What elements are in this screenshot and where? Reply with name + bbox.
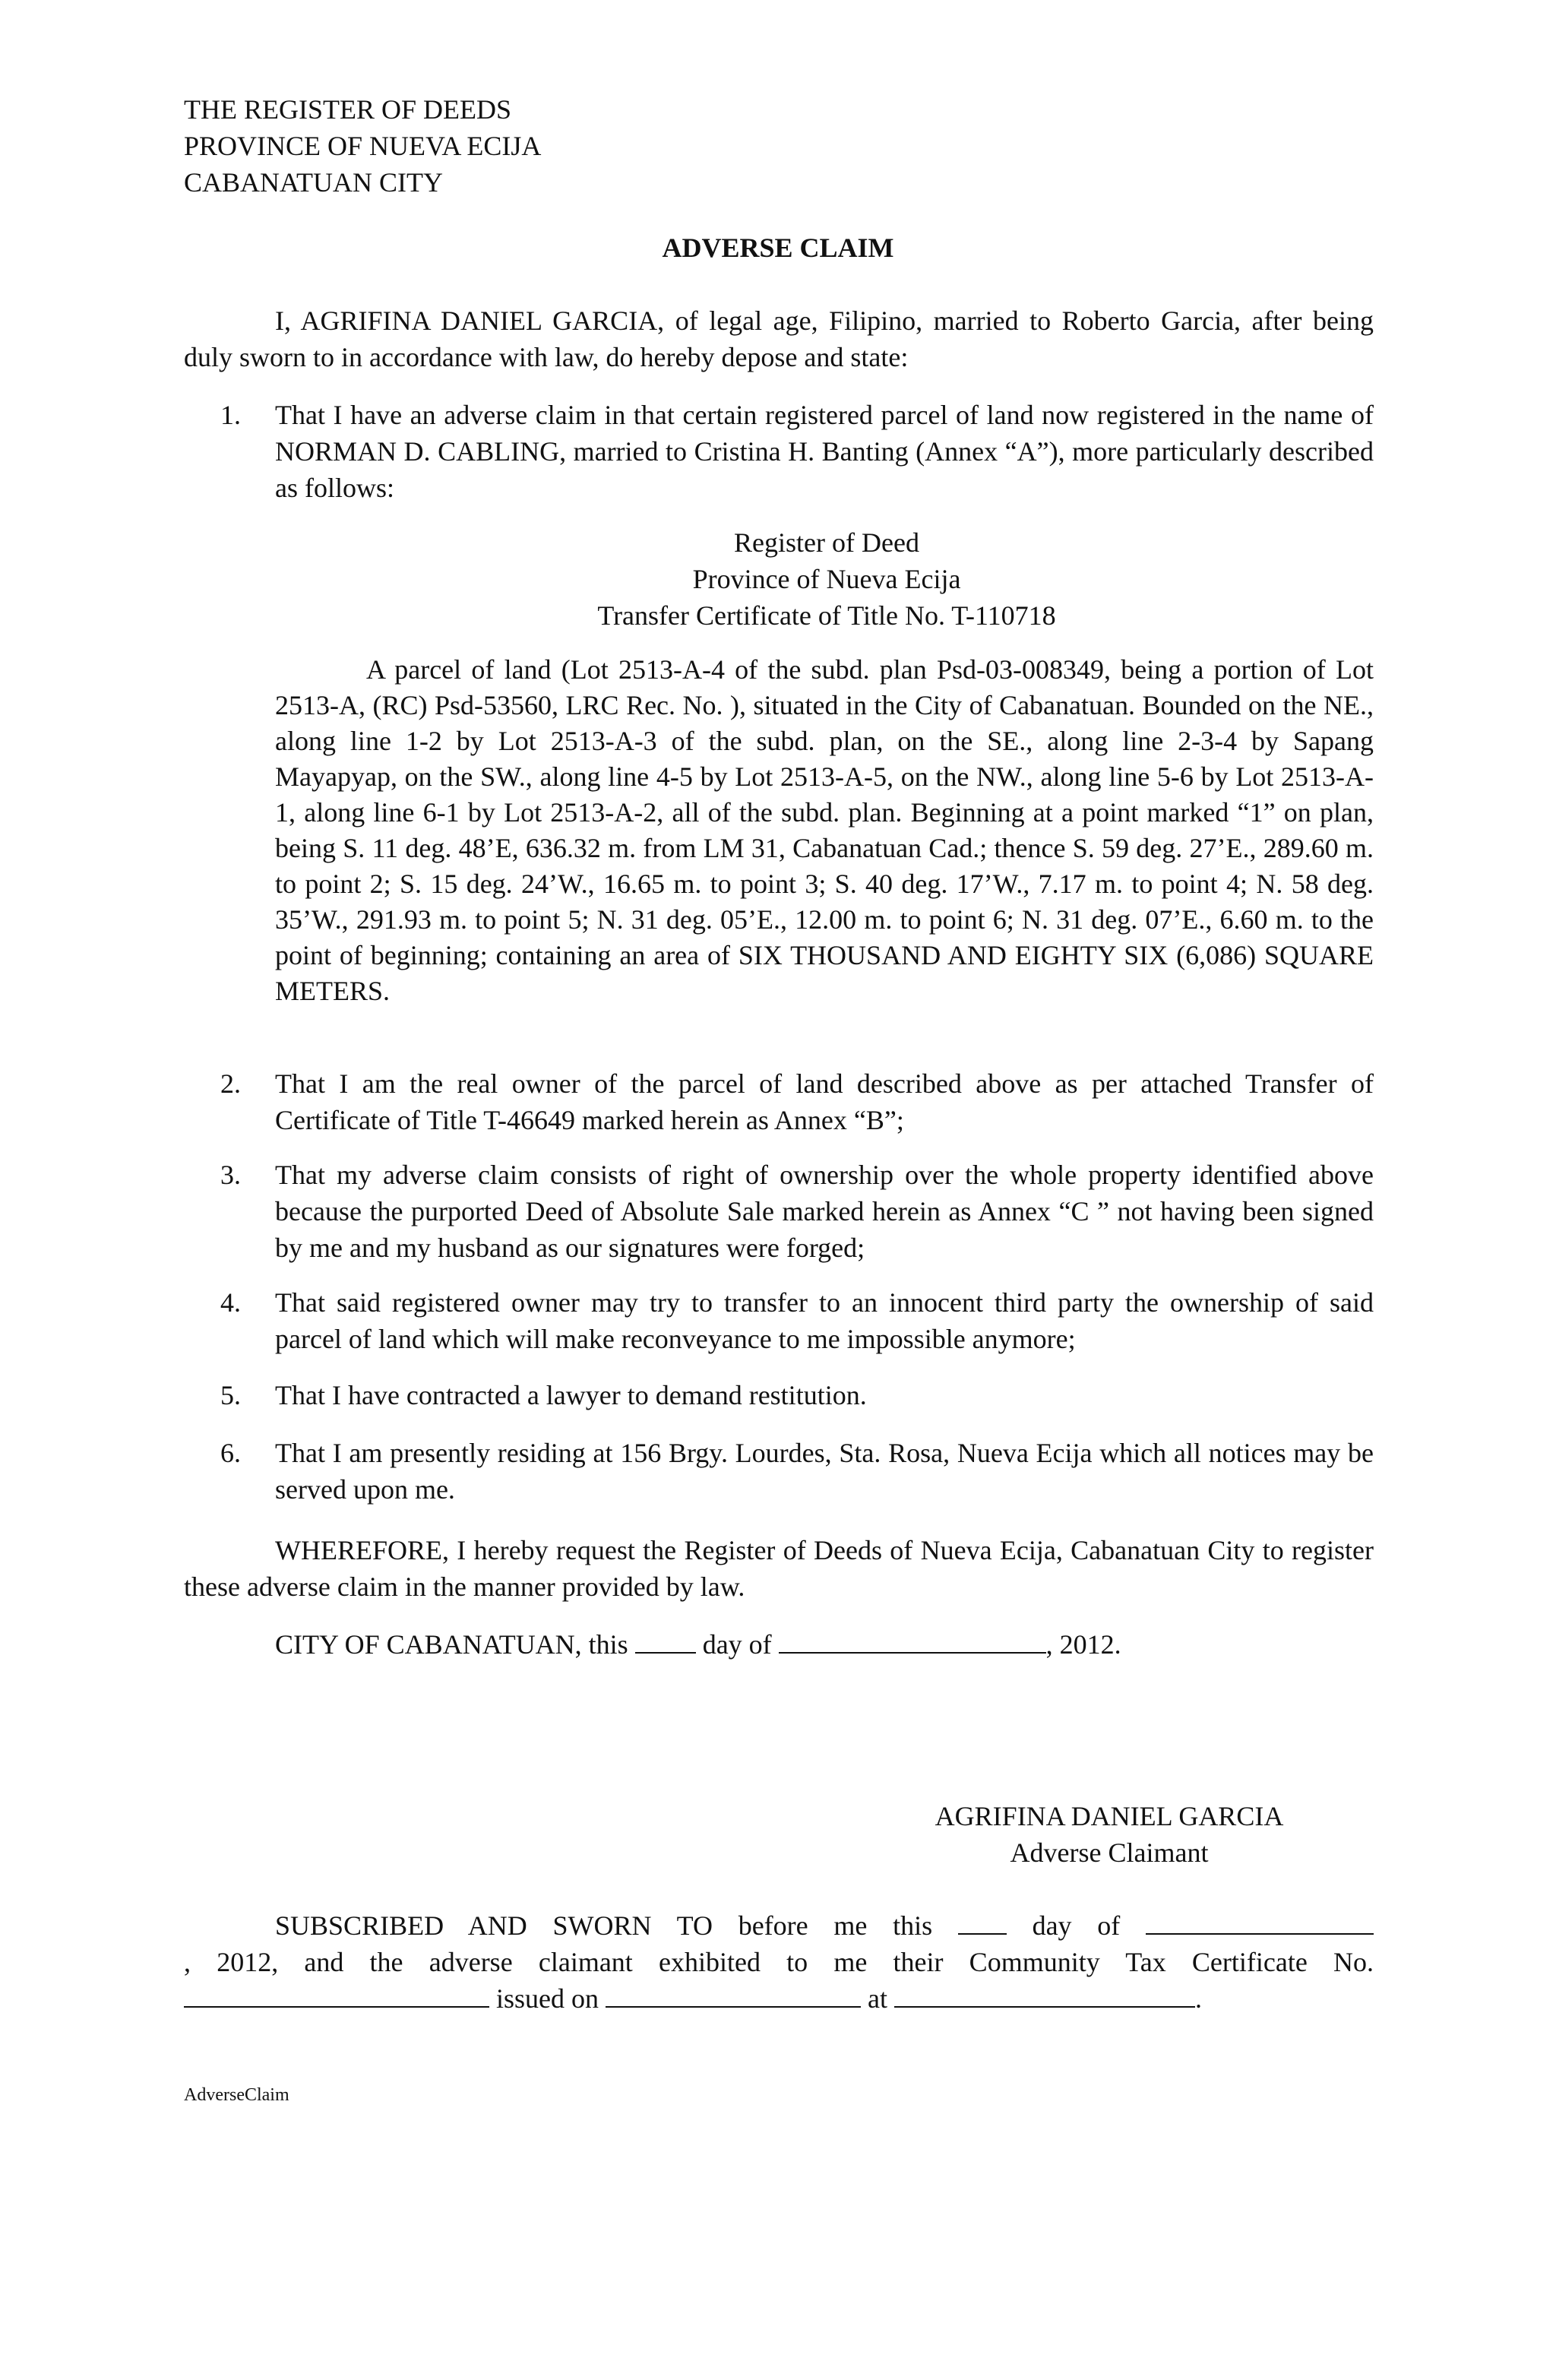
- issued-at-blank[interactable]: [894, 1983, 1195, 2008]
- item-number: 1.: [220, 400, 241, 430]
- addressee-block: [184, 91, 541, 201]
- item-number: 2.: [220, 1068, 241, 1099]
- dateline-suffix: , 2012.: [1045, 1629, 1121, 1660]
- claimant-role: Adverse Claimant: [1010, 1837, 1209, 1868]
- numbered-item-1: [220, 397, 1374, 506]
- dateline-prefix: CITY OF CABANATUAN, this: [275, 1629, 628, 1660]
- title-reference-line-3: Transfer Certificate of Title No. T-110718: [597, 600, 1056, 631]
- jurat-part-3: , 2012, and the adverse claimant exhibited to me their Community Tax Certificate No.: [184, 1947, 1374, 1977]
- signature-block: [851, 1798, 1368, 1871]
- jurat-part-6: .: [1194, 1983, 1202, 2014]
- ctc-number-blank[interactable]: [184, 1983, 489, 2008]
- technical-description: A parcel of land (Lot 2513-A-4 of the subd. plan Psd-03-008349, being a portion of Lot 2513-A, (RC) Psd-53560, LRC Rec. No. ), situated in the City of Cabanatuan. Bounded on the NE., along line 1-2 by Lot 2513-A-3 of the subd. plan, on the SE., along line 2-3-4 by Sapang Mayapyap, on the SW., along line 4-5 by Lot 2513-A-5, on the NW., along line 5-6 by Lot 2513-A-1, along line 6-1 by Lot 2513-A-2, all of the subd. plan. Beginning at a point marked “1” on plan, being S. 11 deg. 48’E, 636.32 m. from LM 31, Cabanatuan Cad.; thence S. 59 deg. 27’E., 289.60 m. to point 2; S. 15 deg. 24’W., 16.65 m. to point 3; S. 40 deg. 17’W., 7.17 m. to point 4; N. 58 deg. 35’W., 291.93 m. to point 5; N. 31 deg. 05’E., 12.00 m. to point 6; N. 31 deg. 07’E., 6.60 m. to the point of beginning; containing an area of SIX THOUSAND AND EIGHTY SIX (6,086) SQUARE METERS.: [275, 654, 1374, 1006]
- jurat-part-4: issued on: [496, 1983, 599, 2014]
- issued-on-blank[interactable]: [606, 1983, 861, 2008]
- addressee-line-3: CABANATUAN CITY: [184, 167, 443, 198]
- addressee-line-2: PROVINCE OF NUEVA ECIJA: [184, 131, 542, 161]
- intro-paragraph: I, AGRIFINA DANIEL GARCIA, of legal age, Filipino, married to Roberto Garcia, after being duly sworn to in accordance with law, do hereby depose and state:: [184, 305, 1374, 372]
- jurat-day-blank[interactable]: [958, 1910, 1007, 1935]
- item-text: That said registered owner may try to transfer to an innocent third party the ownership of said parcel of land which will make reconveyance to me impossible anymore;: [275, 1287, 1374, 1354]
- numbered-item-2: [220, 1065, 1374, 1138]
- title-reference-line-2: Province of Nueva Ecija: [692, 564, 961, 594]
- title-reference-line-1: Register of Deed: [734, 527, 919, 558]
- dateline-middle: day of: [702, 1629, 772, 1660]
- jurat-paragraph: [184, 1907, 1374, 2017]
- addressee-line-1: THE REGISTER OF DEEDS: [184, 94, 511, 125]
- jurat-month-blank[interactable]: [1146, 1910, 1374, 1935]
- dateline: [275, 1626, 1374, 1663]
- footer-filename: AdverseClaim: [184, 2085, 289, 2105]
- item-text: That my adverse claim consists of right of ownership over the whole property identified above because the purported Deed of Absolute Sale marked herein as Annex “C ” not having been signed by me and my husband as our signatures were forged;: [275, 1160, 1374, 1263]
- numbered-item-4: [220, 1284, 1374, 1357]
- jurat-line-1: [184, 1907, 1374, 1944]
- jurat-rest: [184, 1944, 1374, 2017]
- numbered-item-6: [220, 1435, 1374, 1508]
- item-text: That I have an adverse claim in that certain registered parcel of land now registered in the name of NORMAN D. CABLING, married to Cristina H. Banting (Annex “A”), more particularly described as follows:: [275, 400, 1374, 503]
- jurat-part-1: SUBSCRIBED AND SWORN TO before me this: [275, 1910, 933, 1941]
- numbered-item-5: [220, 1377, 1374, 1413]
- item-number: 3.: [220, 1160, 241, 1190]
- jurat-part-5: at: [868, 1983, 887, 2014]
- document-title: ADVERSE CLAIM: [662, 233, 894, 263]
- item-number: 4.: [220, 1287, 241, 1318]
- wherefore-paragraph: WHEREFORE, I hereby request the Register of Deeds of Nueva Ecija, Cabanatuan City to register these adverse claim in the manner provided by law.: [184, 1535, 1374, 1602]
- item-text: That I am presently residing at 156 Brgy. Lourdes, Sta. Rosa, Nueva Ecija which all notices may be served upon me.: [275, 1438, 1374, 1505]
- item-text: That I am the real owner of the parcel of land described above as per attached Transfer of Certificate of Title T-46649 marked herein as Annex “B”;: [275, 1068, 1374, 1135]
- item-text: That I have contracted a lawyer to demand restitution.: [275, 1380, 867, 1410]
- item-number: 5.: [220, 1380, 241, 1410]
- claimant-name: AGRIFINA DANIEL GARCIA: [935, 1801, 1284, 1831]
- month-blank[interactable]: [779, 1629, 1046, 1654]
- jurat-part-2: day of: [1032, 1910, 1121, 1941]
- item-number: 6.: [220, 1438, 241, 1468]
- numbered-item-3: [220, 1157, 1374, 1266]
- day-blank[interactable]: [635, 1629, 696, 1654]
